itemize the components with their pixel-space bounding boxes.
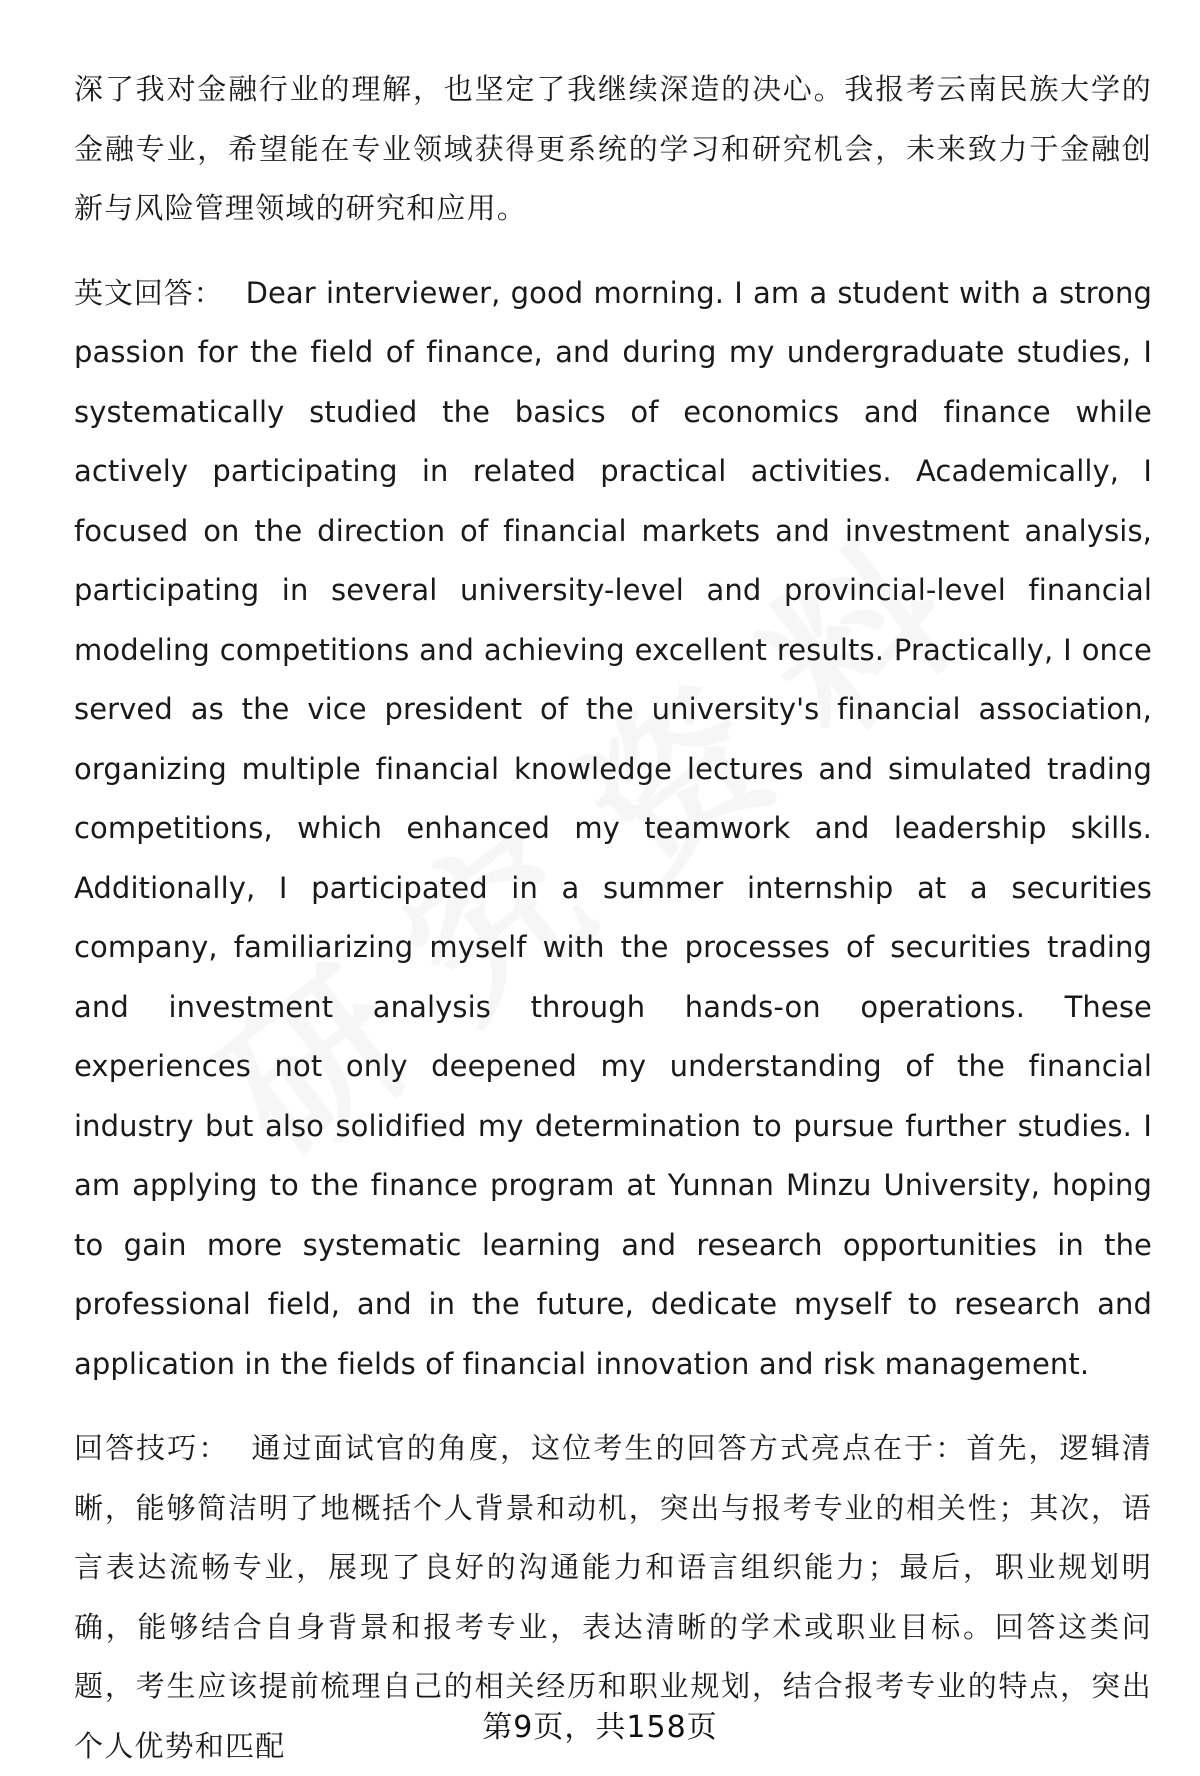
answer-tips-text: 通过面试官的角度，这位考生的回答方式亮点在于：首先，逻辑清晰，能够简洁明了地概括个人背景和动机，突出与报考专业的相关性；其次，语言表达流畅专业，展现了良好的沟通能力和语言组织能力；最后，职业规划明确，能够结合自身背景和报考专业，表达清晰的学术或职业目标。回答这类问题，考生应该提前梳理自己的相关经历和职业规划，结合报考专业的特点，突出个人优势和匹配	[74, 1431, 1152, 1763]
page-number-footer: 第9页，共158页	[482, 1710, 718, 1745]
page-content	[74, 60, 1152, 1776]
paragraph-spacer	[74, 1394, 1152, 1419]
english-answer-label: 英文回答：	[74, 275, 224, 310]
answer-tips-label: 回答技巧：	[74, 1431, 230, 1465]
paragraph-chinese-answer-end: 深了我对金融行业的理解，也坚定了我继续深造的决心。我报考云南民族大学的金融专业，希望能在专业领域获得更系统的学习和研究机会，未来致力于金融创新与风险管理领域的研究和应用。	[74, 72, 1152, 225]
paragraph-spacer	[74, 239, 1152, 264]
paragraph-english-answer	[74, 264, 1152, 1395]
english-answer-text: Dear interviewer, good morning. I am a student with a strong passion for the field of finance, and during my undergraduate studies, I systematically studied the basics of economics and finance while actively participating in related practical activities. Academically, I focused on the direction of financial markets and investment analysis, participating in several university-level and provincial-level financial modeling competitions and achieving excellent results. Practically, I once served as the vice president of the university's financial association, organizing multiple financial knowledge lectures and simulated trading competitions, which enhanced my teamwork and leadership skills. Additionally, I participated in a summer internship at a securities company, familiarizing myself with the processes of securities trading and investment analysis through hands-on operations. These experiences not only deepened my understanding of the financial industry but also solidified my determination to pursue further studies. I am applying to the finance program at Yunnan Minzu University, hoping to gain more systematic learning and research opportunities in the professional field, and in the future, dedicate myself to research and application in the fields of financial innovation and risk management.	[74, 275, 1152, 1381]
